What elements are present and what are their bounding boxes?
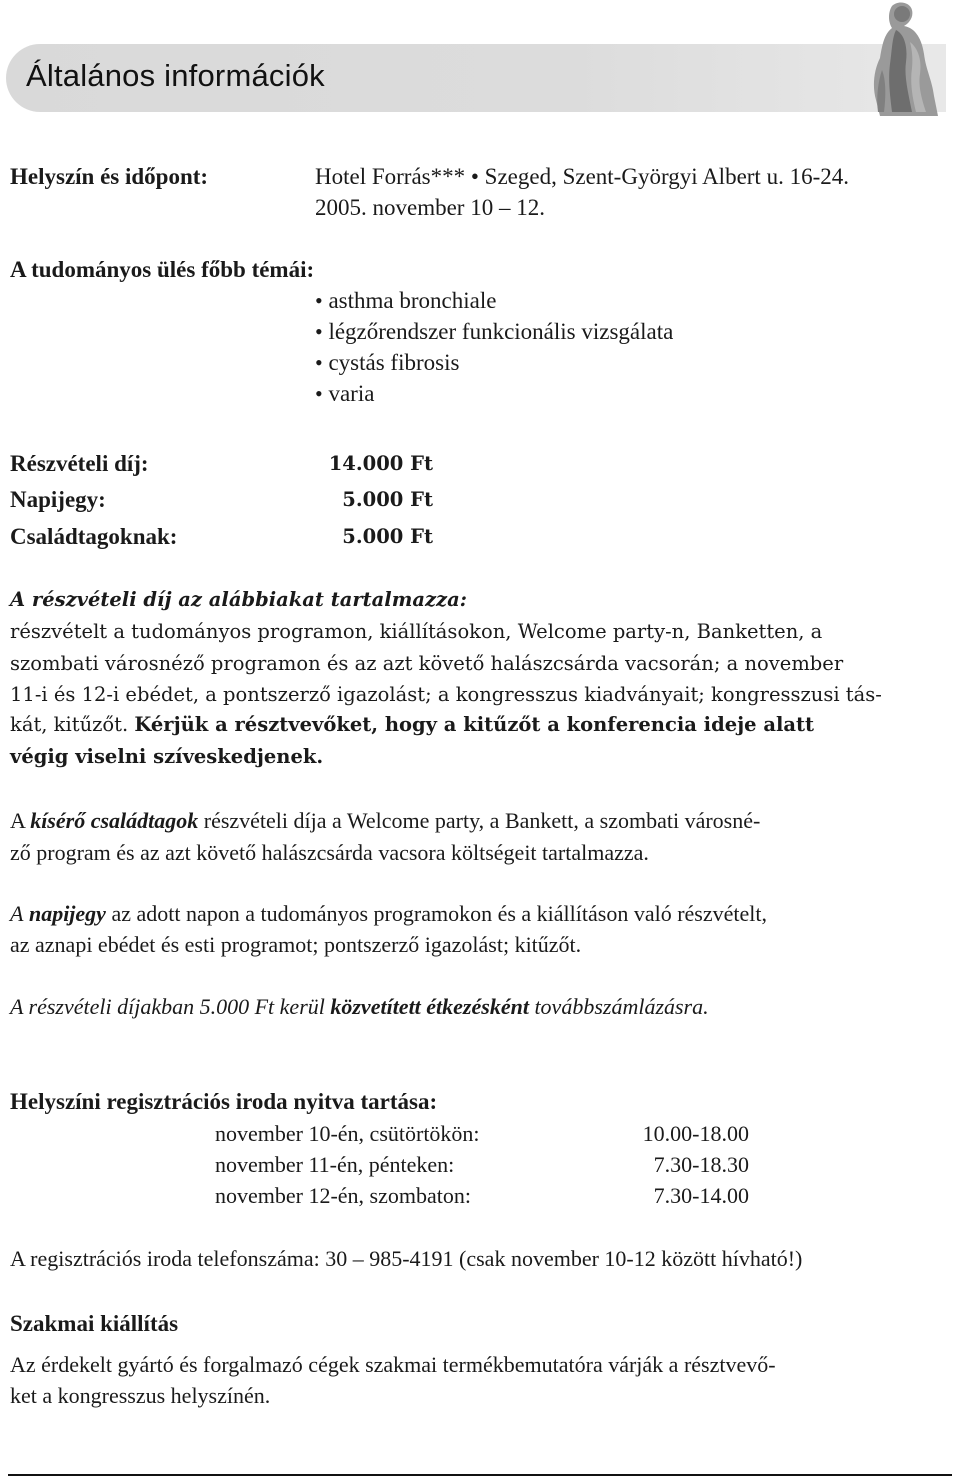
registration-phone: A regisztrációs iroda telefonszáma: 30 – 985-4191 (csak november 10-12 között hívható!) — [10, 1246, 803, 1271]
topic-item: • varia — [315, 381, 375, 406]
fee-value-dayticket: 5.000 Ft — [342, 488, 433, 511]
registration-day: november 10-én, csütörtökön: — [215, 1121, 480, 1146]
family-line-1: A kísérő családtagok részvételi díja a Welcome party, a Bankett, a szombati városné- — [10, 808, 761, 833]
fee-label-participation: Részvételi díj: — [10, 451, 149, 476]
topics-label: A tudományos ülés főbb témái: — [10, 257, 315, 282]
billing-note: A részvételi díjakban 5.000 Ft kerül közvetített étkezésként továbbszámlázásra. — [10, 994, 709, 1019]
registration-day: november 11-én, pénteken: — [215, 1152, 455, 1177]
dayticket-line-2: az aznapi ebédet és esti programot; pontszerző igazolást; kitűzőt. — [10, 932, 582, 957]
includes-title: A részvételi díj az alábbiakat tartalmazza: — [10, 588, 467, 611]
venue-label: Helyszín és időpont: — [10, 164, 209, 189]
fee-label-family: Családtagoknak: — [10, 524, 178, 549]
topic-item: • cystás fibrosis — [315, 350, 460, 375]
fee-label-dayticket: Napijegy: — [10, 487, 106, 512]
includes-line: részvételt a tudományos programon, kiállításokon, Welcome party-n, Banketten, a — [10, 620, 823, 643]
fee-value-participation: 14.000 Ft — [328, 452, 433, 475]
venue-date: 2005. november 10 – 12. — [315, 195, 545, 220]
includes-line: szombati városnéző programon és az azt követő halászcsárda vacsorán; a november — [10, 652, 844, 675]
includes-line-5: végig viselni szíveskedjenek. — [10, 745, 324, 768]
statue-image — [862, 0, 944, 118]
page-title: Általános információk — [26, 58, 325, 93]
bottom-rule — [8, 1474, 952, 1476]
exhibition-title: Szakmai kiállítás — [10, 1311, 179, 1336]
registration-time: 10.00-18.00 — [642, 1121, 749, 1146]
registration-day: november 12-én, szombaton: — [215, 1183, 471, 1208]
includes-line: 11-i és 12-i ebédet, a pontszerző igazolást; a kongresszus kiadványait; kongresszusi tás- — [10, 683, 882, 706]
registration-title: Helyszíni regisztrációs iroda nyitva tartása: — [10, 1089, 438, 1114]
fee-value-family: 5.000 Ft — [342, 525, 433, 548]
registration-time: 7.30-18.30 — [653, 1152, 749, 1177]
includes-line-4: kát, kitűzőt. Kérjük a résztvevőket, hogy a kitűzőt a konferencia ideje alatt — [10, 713, 815, 736]
family-line-2: ző program és az azt követő halászcsárda vacsora költségeit tartalmazza. — [10, 840, 649, 865]
topic-item: • légzőrendszer funkcionális vizsgálata — [315, 319, 674, 344]
venue-address: Hotel Forrás*** • Szeged, Szent-Györgyi Albert u. 16-24. — [315, 164, 849, 189]
exhibition-line-1: Az érdekelt gyártó és forgalmazó cégek szakmai termékbemutatóra várják a résztvevő- — [10, 1352, 776, 1377]
exhibition-line-2: ket a kongresszus helyszínén. — [10, 1383, 271, 1408]
registration-time: 7.30-14.00 — [653, 1183, 749, 1208]
topic-item: • asthma bronchiale — [315, 288, 497, 313]
dayticket-line-1: A napijegy az adott napon a tudományos programokon és a kiállításon való részvételt, — [10, 901, 767, 926]
